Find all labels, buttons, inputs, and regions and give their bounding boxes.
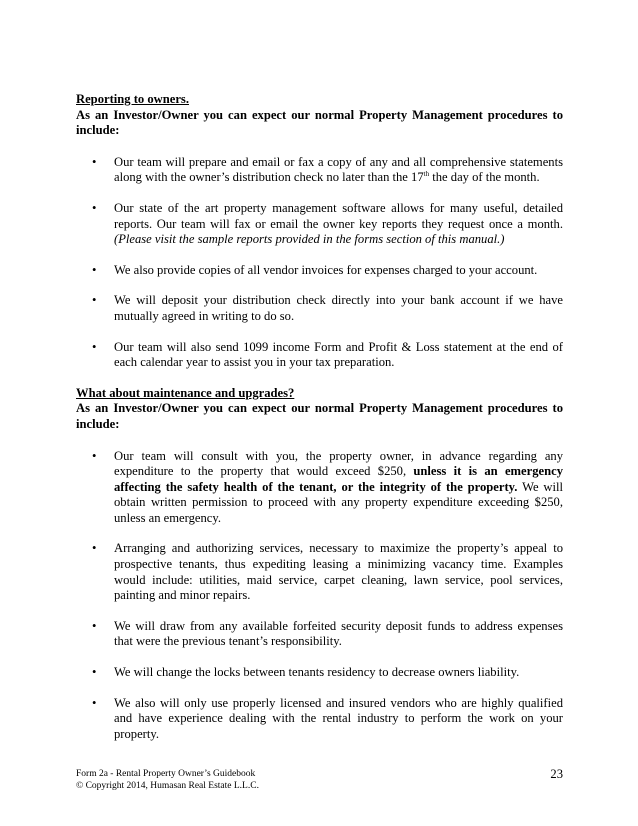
item-text: We will deposit your distribution check directly into your bank account if we have mutually agreed in writing to do so. — [114, 293, 563, 323]
item-text: Our team will prepare and email or fax a copy of any and all comprehensive statements along with the owner’s distribution check no later than the 17 — [114, 154, 563, 185]
bullet-icon: • — [92, 262, 97, 277]
document-body — [76, 92, 563, 742]
list-item — [76, 619, 563, 650]
item-emphasis: unless it is an emergency affecting the safety health of the tenant, or the integrity of the property. — [114, 464, 563, 494]
section-title: What about maintenance and upgrades? — [76, 385, 295, 400]
item-note: (Please visit the sample reports provided in the forms section of this manual.) — [114, 232, 505, 247]
list-item — [76, 665, 563, 681]
section-intro: As an Investor/Owner you can expect our normal Property Management procedures to include: — [76, 401, 563, 431]
bullet-list — [76, 449, 563, 743]
item-text: Arranging and authorizing services, necessary to maximize the property’s appeal to prospective tenants, thus expediting leasing a minimizing vacancy time. Examples would include: utilities, maid service, carpet cleaning, lawn service, pool services, painting and minor repairs. — [114, 541, 563, 603]
bullet-list — [76, 155, 563, 371]
bullet-icon: • — [92, 154, 97, 169]
item-text: Our state of the art property management software allows for many useful, detailed reports. Our team will fax or email the owner key reports they request once a month. — [114, 200, 563, 231]
list-item — [76, 155, 563, 186]
page-number: 23 — [550, 767, 563, 781]
list-item — [76, 541, 563, 603]
list-item — [76, 263, 563, 279]
section-maintenance — [76, 386, 563, 743]
item-text: Our team will consult with you, the property owner, in advance regarding any expenditure to the property that would exceed $250, — [114, 448, 563, 479]
bullet-icon: • — [92, 293, 97, 308]
bullet-icon: • — [92, 448, 97, 463]
section-reporting — [76, 92, 563, 371]
item-text-tail: the day of the month. — [429, 170, 540, 185]
page-footer — [76, 768, 563, 792]
item-text: We will change the locks between tenants residency to decrease owners liability. — [114, 665, 520, 680]
footer-copyright: © Copyright 2014, Humasan Real Estate L.L.C. — [76, 781, 259, 791]
item-text: Our team will also send 1099 income Form and Profit & Loss statement at the end of each calendar year to assist you in your tax preparation. — [114, 339, 563, 370]
item-text: We will draw from any available forfeited security deposit funds to address expenses that were the previous tenant’s responsibility. — [114, 618, 563, 649]
list-item — [76, 293, 563, 324]
bullet-icon: • — [92, 618, 97, 633]
footer-title: Form 2a - Rental Property Owner’s Guidebook — [76, 769, 256, 779]
list-item — [76, 449, 563, 527]
section-intro: As an Investor/Owner you can expect our normal Property Management procedures to include: — [76, 107, 563, 138]
bullet-icon: • — [92, 541, 97, 556]
item-text: We also will only use properly licensed and insured vendors who are highly qualified and have experience dealing with the rental industry to perform the work on your property. — [114, 695, 563, 741]
bullet-icon: • — [92, 200, 97, 215]
list-item — [76, 696, 563, 743]
item-text-tail: We will obtain written permission to proceed with any property expenditure exceeding $250, unless an emergency. — [114, 479, 563, 525]
section-title: Reporting to owners. — [76, 92, 189, 106]
superscript: th — [423, 170, 430, 179]
bullet-icon: • — [92, 665, 97, 680]
bullet-icon: • — [92, 695, 97, 710]
list-item — [76, 201, 563, 248]
bullet-icon: • — [92, 339, 97, 354]
list-item — [76, 340, 563, 371]
item-text: We also provide copies of all vendor invoices for expenses charged to your account. — [114, 262, 538, 277]
